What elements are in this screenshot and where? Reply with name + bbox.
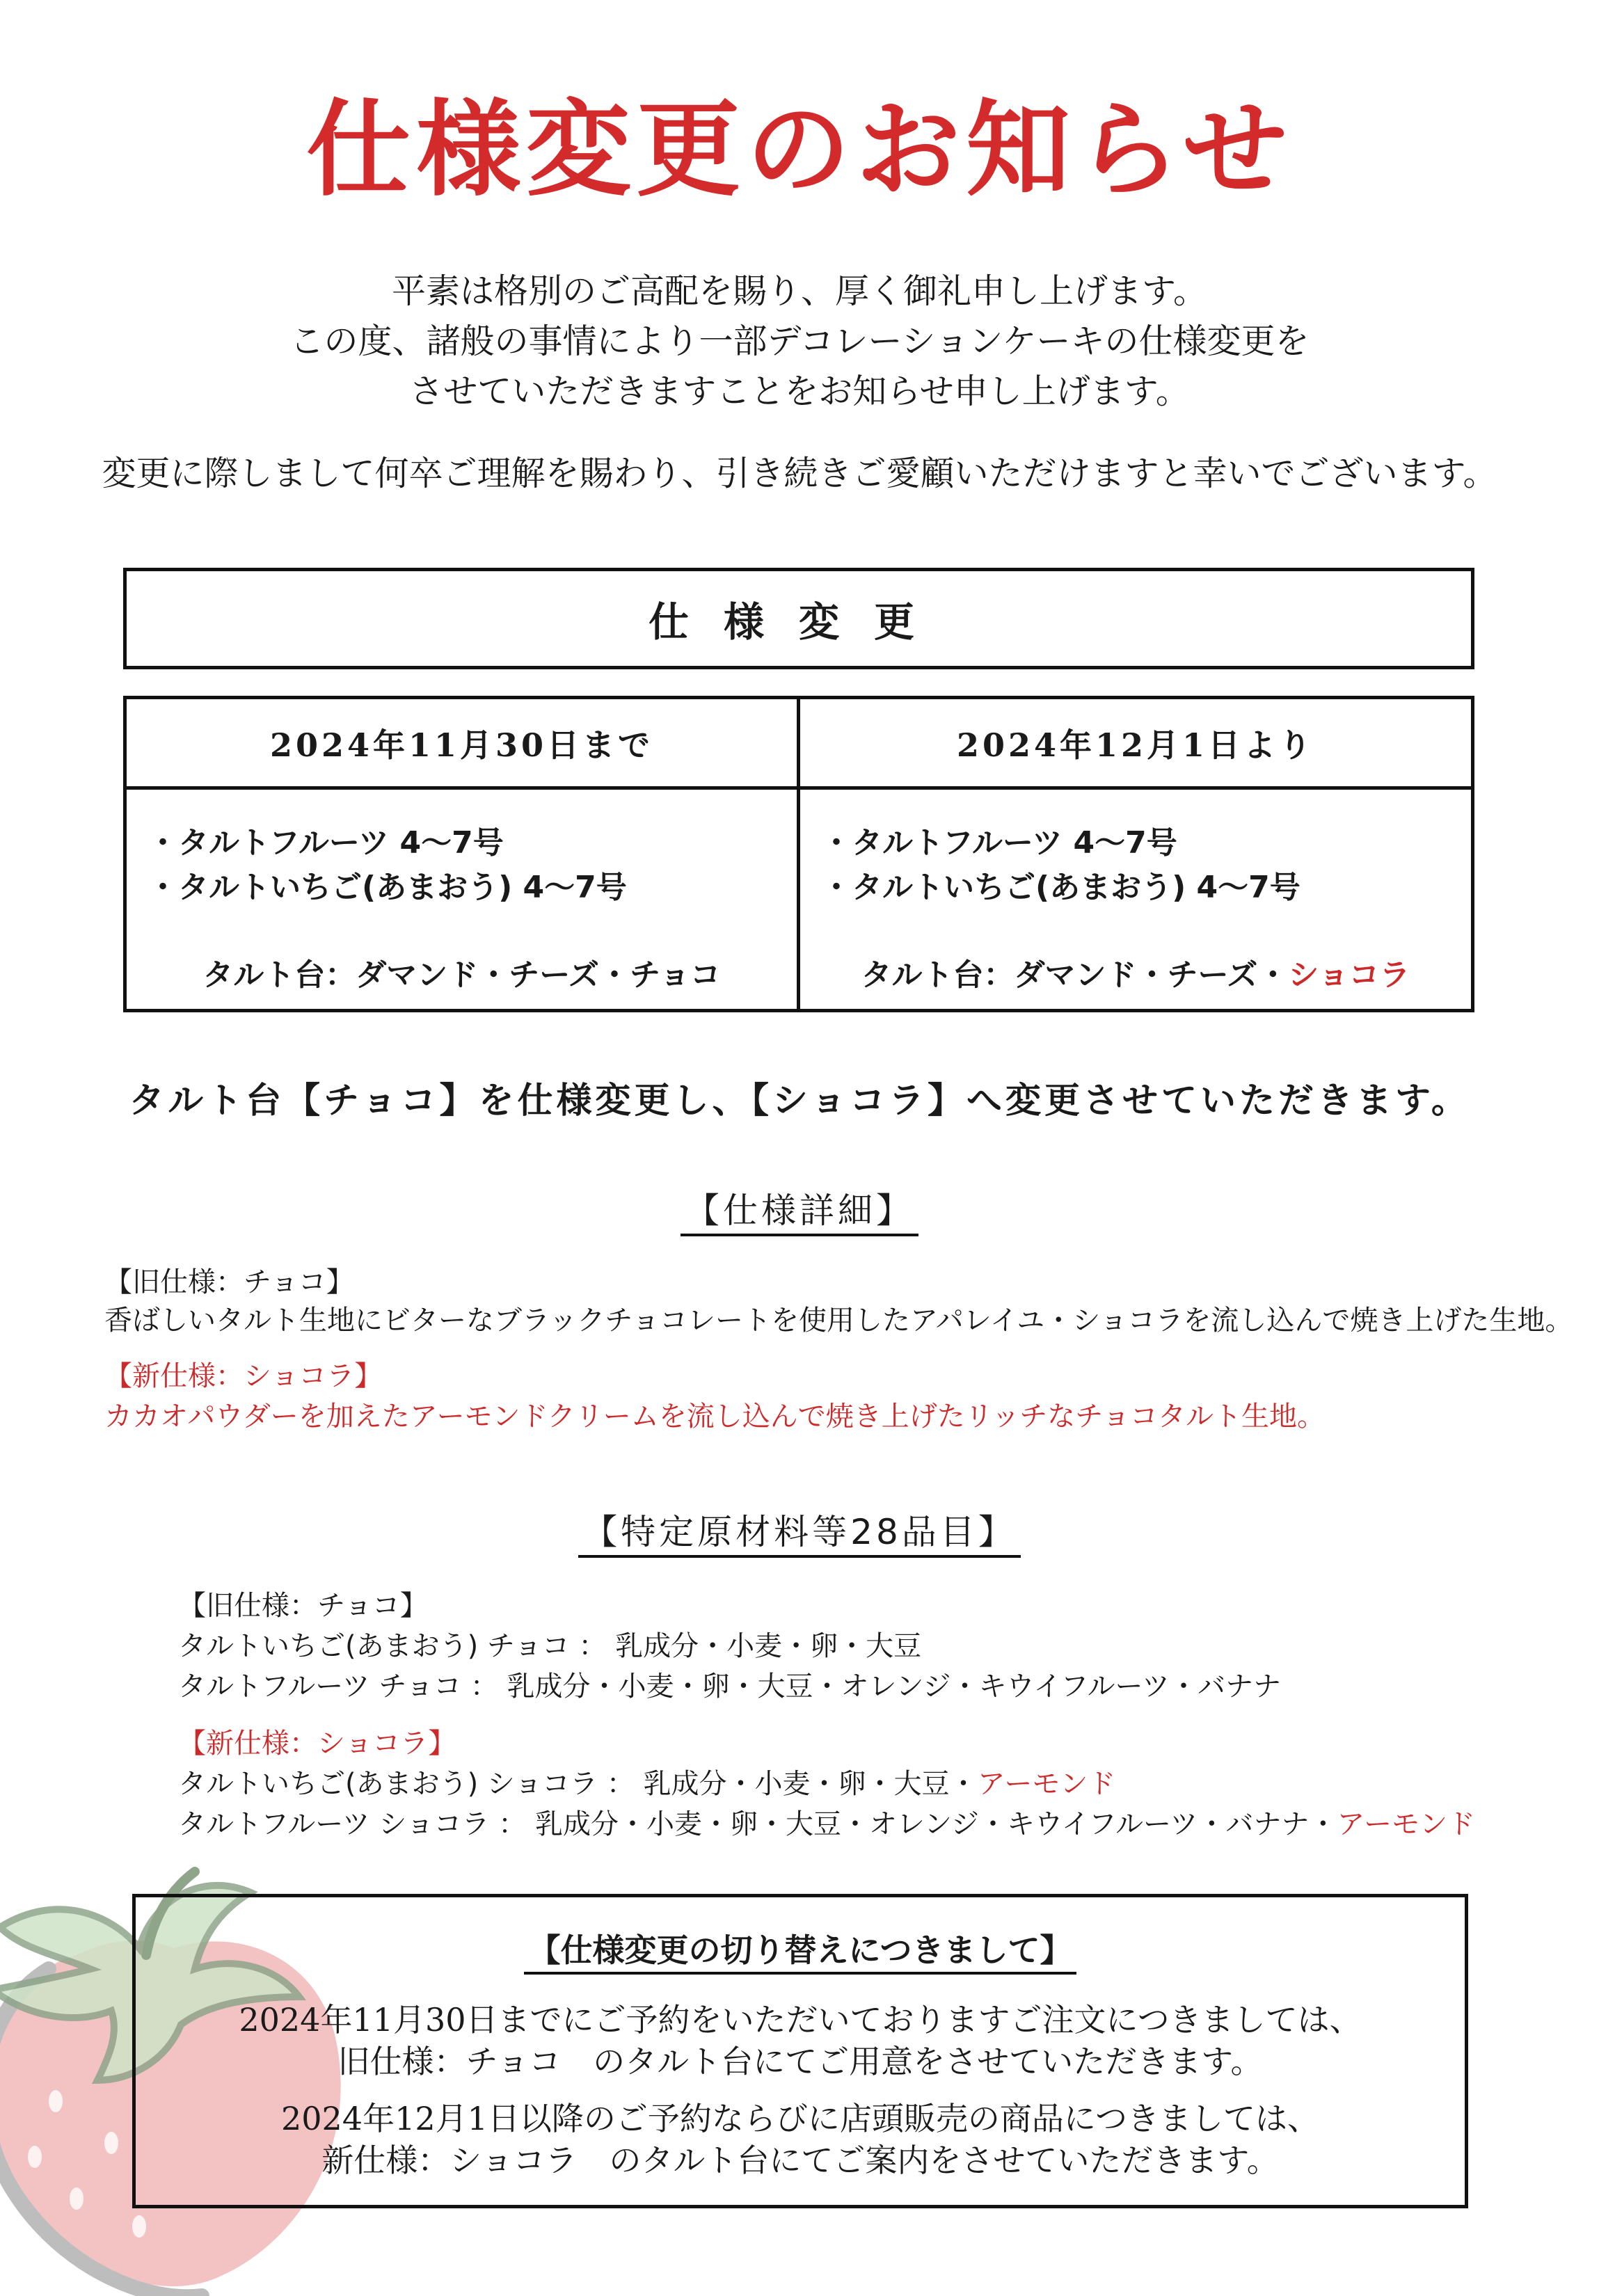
intro-line-4: 変更に際しまして何卒ご理解を賜わり、引き続きご愛顧いただけますと幸いでございます。 <box>102 454 1497 493</box>
table-header-after: 2024年12月1日より <box>800 699 1471 790</box>
spec-change-title: 仕様変更 <box>648 598 949 646</box>
after-base-prefix: タルト台：ダマンド・チーズ・ <box>861 957 1289 993</box>
allergens-new-line-1-added: アーモンド <box>977 1768 1116 1800</box>
allergens-heading <box>0 1504 1599 1554</box>
switchover-line-1: 2024年11月30日までにご予約をいただいておりますご注文につきましては、 <box>239 2001 1362 2039</box>
details-heading <box>0 1183 1599 1233</box>
before-base-last: チョコ <box>630 957 721 993</box>
allergens-old-label: 【旧仕様：チョコ】 <box>178 1590 428 1622</box>
before-base-prefix: タルト台：ダマンド・チーズ・ <box>202 957 630 993</box>
table-cell-before <box>127 790 800 1009</box>
allergens-new-line-1-prefix: タルトいちご(あまおう) ショコラ ： 乳成分・小麦・卵・大豆・ <box>178 1768 978 1800</box>
page-title: 仕様変更のお知らせ <box>306 88 1293 211</box>
allergens-new-line-2-added: アーモンド <box>1337 1808 1476 1840</box>
switchover-box <box>132 1894 1468 2208</box>
intro-line-3: させていただきますことをお知らせ申し上げます。 <box>409 372 1190 411</box>
after-base-last: ショコラ <box>1288 957 1410 993</box>
intro-line-1: 平素は格別のご高配を賜り、厚く御礼申し上げます。 <box>391 271 1208 311</box>
after-item-2: ・タルトいちご(あまおう) 4～7号 <box>821 870 1300 905</box>
switchover-line-2: 旧仕様：チョコ のタルト台にてご用意をさせていただきます。 <box>337 2043 1263 2080</box>
change-notice: タルト台【チョコ】を仕様変更し、【ショコラ】へ変更させていただきます。 <box>129 1081 1470 1122</box>
after-item-1: ・タルトフルーツ 4～7号 <box>821 825 1177 861</box>
switchover-line-3: 2024年12月1日以降のご予約ならびに店頭販売の商品につきましては、 <box>281 2100 1319 2137</box>
spec-change-box <box>123 568 1474 669</box>
allergens-old-line-1: タルトいちご(あまおう) チョコ ： 乳成分・小麦・卵・大豆 <box>178 1630 922 1662</box>
allergens-new-line-2-prefix: タルトフルーツ ショコラ ： 乳成分・小麦・卵・大豆・オレンジ・キウイフルーツ・バナナ・ <box>178 1808 1337 1840</box>
switchover-heading <box>136 1925 1465 1971</box>
before-tart-base <box>127 950 797 994</box>
allergens-new-label: 【新仕様：ショコラ】 <box>178 1728 456 1760</box>
details-heading-text: 【仕様詳細】 <box>681 1190 918 1236</box>
before-item-2: ・タルトいちご(あまおう) 4～7号 <box>148 870 627 905</box>
intro-line-2: この度、諸般の事情により一部デコレーションケーキの仕様変更を <box>289 321 1310 361</box>
allergens-heading-text: 【特定原材料等28品目】 <box>578 1512 1021 1558</box>
details-new-desc: カカオパウダーを加えたアーモンドクリームを流し込んで焼き上げたリッチなチョコタルト生地。 <box>104 1401 1325 1433</box>
details-old-label: 【旧仕様：チョコ】 <box>104 1266 354 1298</box>
allergens-old-line-2: タルトフルーツ チョコ ： 乳成分・小麦・卵・大豆・オレンジ・キウイフルーツ・バナナ <box>178 1671 1281 1703</box>
before-item-1: ・タルトフルーツ 4～7号 <box>148 825 504 861</box>
details-new-label: 【新仕様：ショコラ】 <box>104 1360 383 1392</box>
after-tart-base <box>800 950 1471 994</box>
comparison-table <box>123 696 1474 1012</box>
details-old-desc: 香ばしいタルト生地にビターなブラックチョコレートを使用したアパレイユ・ショコラを流し込んで焼き上げた生地。 <box>104 1305 1573 1337</box>
table-cell-after <box>800 790 1471 1009</box>
switchover-heading-text: 【仕様変更の切り替えにつきまして】 <box>524 1931 1076 1975</box>
switchover-line-4: 新仕様：ショコラ のタルト台にてご案内をさせていただきます。 <box>321 2142 1279 2179</box>
allergens-new-line-2 <box>178 1805 1475 1844</box>
table-header-before: 2024年11月30日まで <box>127 699 800 790</box>
allergens-new-line-1 <box>178 1764 1115 1803</box>
